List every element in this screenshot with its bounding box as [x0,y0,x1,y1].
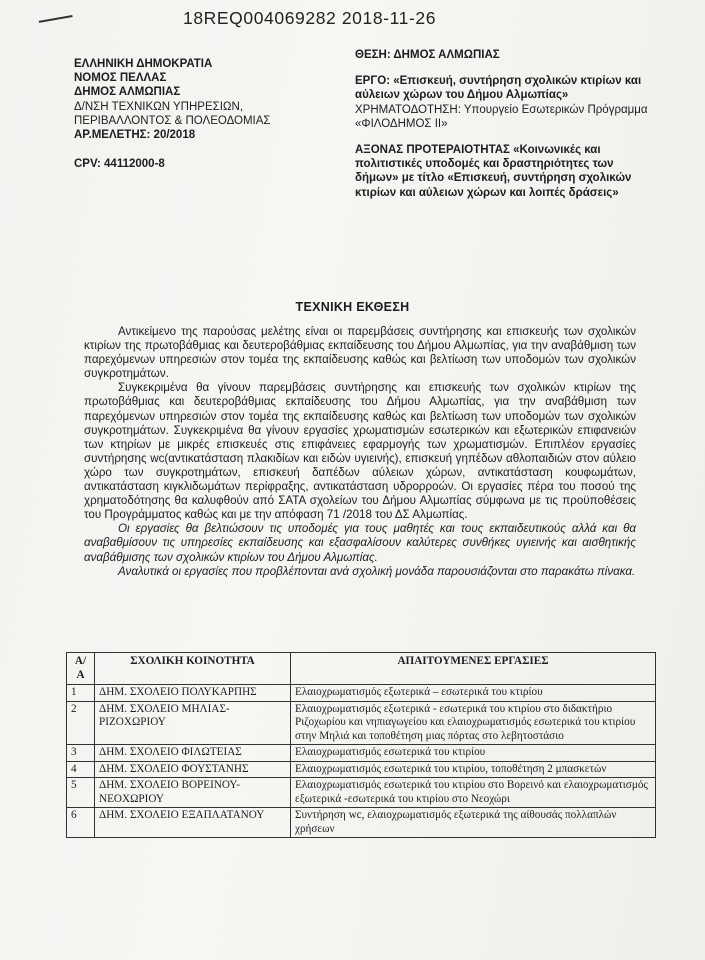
row-school: ΔΗΜ. ΣΧΟΛΕΙΟ ΕΞΑΠΛΑΤΑΝΟΥ [95,808,291,838]
row-works: Ελαιοχρωματισμός εσωτερικά του κτιρίου, τοποθέτηση 2 μπασκετών [291,761,656,778]
table-row [67,808,656,838]
cpv-code: CPV: 44112000-8 [74,158,165,170]
report-body [84,325,636,579]
paragraph-table-ref: Αναλυτικά οι εργασίες που προβλέπονται ανά σχολική μονάδα παρουσιάζονται στο παρακάτω πίνακα. [118,564,636,578]
priority-axis: ΑΞΟΝΑΣ ΠΡΟΤΕΡΑΙΟΤΗΤΑΣ «Κοινωνικές και πολιτιστικές υποδομές και δραστηριότητες των δήμων» με τίτλο «Επισκευή, συντήρηση σχολικών κτιρίων και αύλειων χώρων και λοιπές δράσεις» [355,144,632,199]
row-number: 3 [67,745,95,762]
header-municipality: ΔΗΜΟΣ ΑΛΜΩΠΙΑΣ [74,86,181,99]
row-number: 1 [67,685,95,702]
project-line: ΕΡΓΟ: «Επισκευή, συντήρηση σχολικών κτιρίων και αύλειων χώρων του Δήμου Αλμωπίας» [355,75,642,102]
paragraph-intro: Αντικείμενο της παρούσας μελέτης είναι οι παρεμβάσεις συντήρησης και επισκευής των σχολικών κτιρίων της πρωτοβάθμιας και δευτεροβάθμιας εκπαίδευσης του Δήμου Αλμωπίας, για την αναβάθμιση των παρεχόμενων υπηρεσιών στον τομέα της εκπαίδευσης καθώς και βελτίωση των υποδομών των σχολικών συγκροτημάτων. [84,325,636,381]
row-works: Ελαιοχρωματισμός εσωτερικά του κτιρίου [291,745,656,762]
row-works: Ελαιοχρωματισμός εσωτερικά του κτιρίου στο Βορεινό και ελαιοχρωματισμός εξωτερικά -εσωτερικά του κτιρίου στο Νεοχώρι [291,778,656,808]
row-works: Ελαιοχρωματισμός εξωτερικά – εσωτερικά του κτιρίου [291,685,656,702]
works-table [66,652,656,838]
report-title: ΤΕΧΝΙΚΗ ΕΚΘΕΣΗ [295,300,410,314]
table-row [67,745,656,762]
study-number: ΑΡ.ΜΕΛΕΤΗΣ: 20/2018 [74,129,196,142]
row-number: 6 [67,808,95,838]
row-school: ΔΗΜ. ΣΧΟΛΕΙΟ ΒΟΡΕΙΝΟΥ-ΝΕΟΧΩΡΙΟΥ [95,778,291,808]
row-works: Συντήρηση wc, ελαιοχρωματισμός εξωτερικά της αίθουσάς πολλαπλών χρήσεων [291,808,656,838]
header-department: Δ/ΝΣΗ ΤΕΧΝΙΚΩΝ ΥΠΗΡΕΣΙΩΝ, [74,100,244,113]
column-header-works: ΑΠΑΙΤΟΥΜΕΝΕΣ ΕΡΓΑΣΙΕΣ [291,653,656,685]
row-school: ΔΗΜ. ΣΧΟΛΕΙΟ ΦΟΥΣΤΑΝΗΣ [95,761,291,778]
table-row [67,685,656,702]
column-header-number: Α/Α [67,653,95,685]
row-school: ΔΗΜ. ΣΧΟΛΕΙΟ ΜΗΛΙΑΣ-ΡΙΖΟΧΩΡΙΟΥ [95,701,291,745]
paragraph-benefits: Οι εργασίες θα βελτιώσουν τις υποδομές για τους μαθητές και τους εκπαιδευτικούς αλλά και θα αναβαθμίσουν τις υπηρεσίες εκπαίδευσης και εξασφαλίσουν καλύτερες συνθήκες υγιεινής και αισθητικής αναβάθμισης των σχολικών κτιρίων του Δήμου Αλμωπίας. [84,522,636,564]
row-number: 5 [67,778,95,808]
position-line: ΘΕΣΗ: ΔΗΜΟΣ ΑΛΜΩΠΙΑΣ [355,49,500,61]
paragraph-details: Συγκεκριμένα θα γίνουν παρεμβάσεις συντήρησης και επισκευής των σχολικών κτιρίων της πρωτοβάθμιας και δευτεροβάθμιας εκπαίδευσης του Δήμου Αλμωπίας, για την αναβάθμιση των παρεχόμενων υπηρεσιών στον τομέα της εκπαίδευσης καθώς και βελτίωση των υποδομών των σχολικών συγκροτημάτων. Συγκεκριμένα θα γίνουν εργασίες χρωματισμών εσωτερικών και εξωτερικών επιφανειών των κτηρίων με μικρές επισκευές στις επιφάνειες εφαρμογής των χρωματισμών. Επιπλέον εργασίες συντήρησης wc(αντικατάσταση πλακιδίων και ειδών υγιεινής), επισκευή γηπέδων αθλοπαιδιών στον αύλειο χώρο των συγκροτημάτων, επισκευή δαπέδων αύλειων χώρων, αντικατάσταση κουφωμάτων, αντικατάσταση κιγκλιδωμάτων περίφραξης, αντικατάσταση υδρορροών. Οι εργασίες πέρα του ποσού της χρηματοδότησης θα καλυφθούν από ΣΑΤΑ σχολείων του Δήμου Αλμωπίας σύμφωνα με τις προϋποθέσεις του Προγράμματος καθώς και με την απόφαση 71 /2018 του ΔΣ Αλμωπίας. [84,381,636,522]
header-department-cont: ΠΕΡΙΒΑΛΛΟΝΤΟΣ & ΠΟΛΕΟΔΟΜΙΑΣ [74,114,271,127]
table-row [67,701,656,745]
funding-line: ΧΡΗΜΑΤΟΔΟΤΗΣΗ: Υπουργείο Εσωτερικών Πρόγραμμα «ΦΙΛΟΔΗΜΟΣ ΙΙ» [355,103,648,130]
project-header [355,48,655,200]
row-school: ΔΗΜ. ΣΧΟΛΕΙΟ ΦΙΛΩΤΕΙΑΣ [95,745,291,762]
document-id: 18REQ004069282 2018-11-26 [183,8,437,28]
row-school: ΔΗΜ. ΣΧΟΛΕΙΟ ΠΟΛΥΚΑΡΠΗΣ [95,685,291,702]
table-header-row [67,653,656,685]
header-prefecture: ΝΟΜΟΣ ΠΕΛΛΑΣ [74,72,167,85]
issuer-header [74,57,334,142]
table-row [67,778,656,808]
header-republic: ΕΛΛΗΝΙΚΗ ΔΗΜΟΚΡΑΤΙΑ [74,58,213,70]
pen-mark [37,7,72,23]
row-number: 4 [67,761,95,778]
row-works: Ελαιοχρωματισμός εξωτερικά - εσωτερικά του κτιρίου στο διδακτήριο Ριζοχωρίου και νηπιαγωγείου και ελαιοχρωματισμός εσωτερικά του κτιρίου στην Μηλιά και τοποθέτηση μιας πόρτας στο λεβητοστάσιο [291,701,656,745]
row-number: 2 [67,701,95,745]
table-row [67,761,656,778]
column-header-school: ΣΧΟΛΙΚΗ ΚΟΙΝΟΤΗΤΑ [95,653,291,685]
